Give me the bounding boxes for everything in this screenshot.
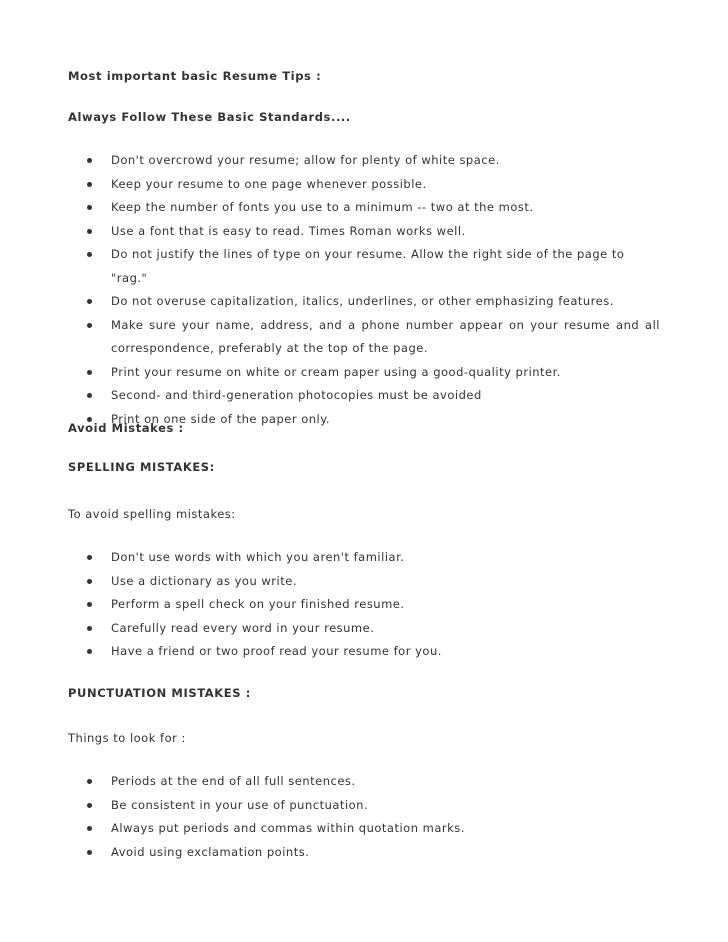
bullet-icon (87, 229, 92, 234)
list-item: Be consistent in your use of punctuation. (0, 794, 728, 818)
bullet-icon (87, 826, 92, 831)
list-item: Don't use words with which you aren't familiar. (0, 546, 728, 570)
bullet-icon (87, 370, 92, 375)
bullet-icon (87, 205, 92, 210)
spelling-intro: To avoid spelling mistakes: (68, 507, 236, 521)
list-item: Use a dictionary as you write. (0, 570, 728, 594)
spelling-list (0, 546, 728, 664)
list-item: Print your resume on white or cream paper using a good-quality printer. (0, 361, 728, 385)
bullet-icon (87, 850, 92, 855)
bullet-icon (87, 323, 92, 328)
bullet-icon (87, 393, 92, 398)
list-item: Don't overcrowd your resume; allow for plenty of white space. (0, 149, 728, 173)
list-item: Do not overuse capitalization, italics, underlines, or other emphasizing features. (0, 290, 728, 314)
bullet-icon (87, 252, 92, 257)
spelling-heading: SPELLING MISTAKES: (68, 460, 215, 474)
list-item: Periods at the end of all full sentences. (0, 770, 728, 794)
list-item: Print on one side of the paper only. (0, 408, 728, 432)
bullet-icon (87, 779, 92, 784)
list-item: Carefully read every word in your resume. (0, 617, 728, 641)
page-title: Most important basic Resume Tips : (68, 69, 322, 83)
list-item: Perform a spell check on your finished resume. (0, 593, 728, 617)
punctuation-intro: Things to look for : (68, 731, 186, 745)
bullet-icon (87, 299, 92, 304)
list-item: Always put periods and commas within quotation marks. (0, 817, 728, 841)
list-item: Have a friend or two proof read your resume for you. (0, 640, 728, 664)
bullet-icon (87, 649, 92, 654)
punctuation-list (0, 770, 728, 864)
bullet-icon (87, 158, 92, 163)
list-item: Keep the number of fonts you use to a minimum -- two at the most. (0, 196, 728, 220)
list-item: Use a font that is easy to read. Times Roman works well. (0, 220, 728, 244)
list-item: Second- and third-generation photocopies must be avoided (0, 384, 728, 408)
list-item: Avoid using exclamation points. (0, 841, 728, 865)
bullet-icon (87, 803, 92, 808)
avoid-mistakes-heading: Avoid Mistakes : (68, 421, 184, 435)
punctuation-heading: PUNCTUATION MISTAKES : (68, 686, 251, 700)
bullet-icon (87, 626, 92, 631)
standards-list (0, 149, 728, 431)
standards-heading: Always Follow These Basic Standards.... (68, 110, 351, 124)
bullet-icon (87, 602, 92, 607)
list-item: Make sure your name, address, and a phone number appear on your resume and all correspondence, preferably at the top of the page. (0, 314, 728, 361)
list-item: Keep your resume to one page whenever possible. (0, 173, 728, 197)
list-item: Do not justify the lines of type on your resume. Allow the right side of the page to "rag." (0, 243, 728, 290)
bullet-icon (87, 579, 92, 584)
bullet-icon (87, 555, 92, 560)
bullet-icon (87, 182, 92, 187)
